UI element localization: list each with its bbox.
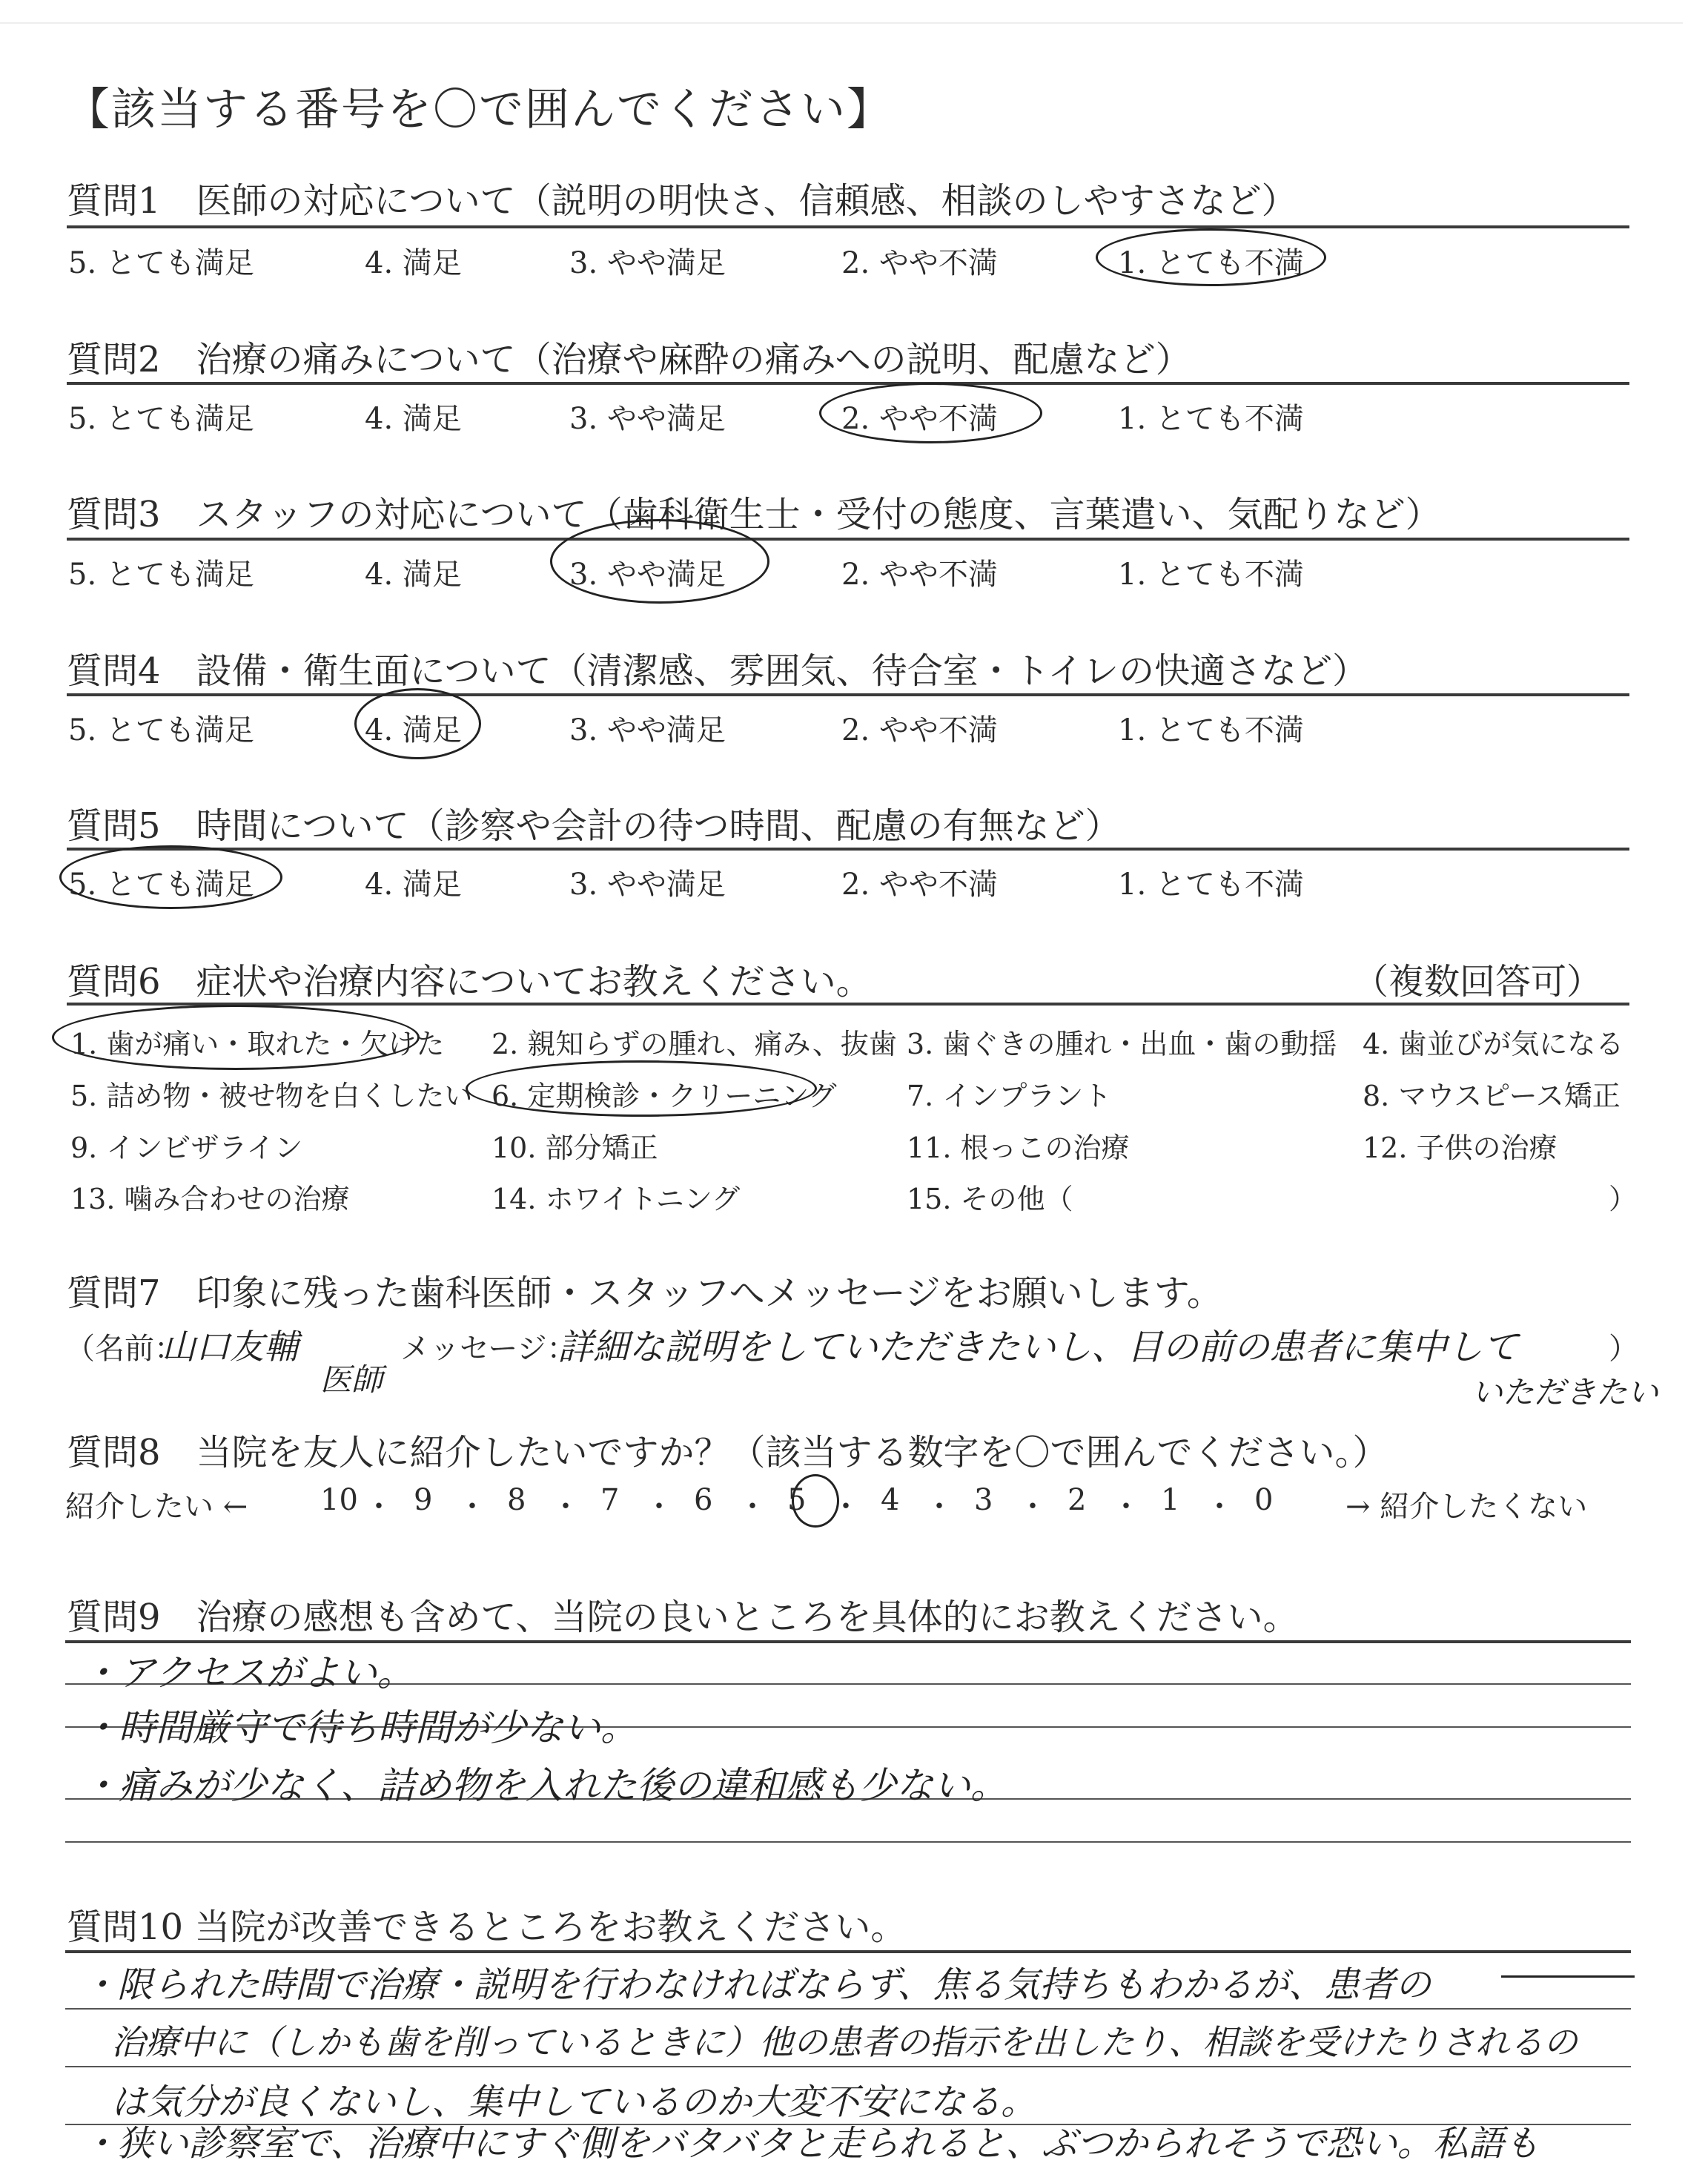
q8-number-10[interactable]: 10: [320, 1483, 358, 1517]
page-header: 【該当する番号を〇で囲んでください】: [65, 84, 893, 136]
strikethrough-mark: [1501, 1975, 1635, 1978]
q5-option-2[interactable]: 2. やや不満: [841, 868, 998, 902]
q8-left-label: 紹介したい ←: [65, 1490, 248, 1524]
write-line: [65, 2008, 1631, 2010]
q8-right-label: → 紹介したくない: [1345, 1490, 1588, 1524]
q2-option-4[interactable]: 4. 満足: [365, 402, 462, 436]
divider: [67, 382, 1629, 385]
q3-selection-circle: [550, 519, 769, 604]
q6-option-10[interactable]: 10. 部分矯正: [491, 1132, 658, 1164]
q7-name-label: （名前：: [65, 1332, 184, 1366]
q6-option-9[interactable]: 9. インビザライン: [70, 1132, 303, 1164]
q5-option-5[interactable]: 5. とても満足: [68, 868, 254, 902]
q8-number-0[interactable]: 0: [1254, 1483, 1274, 1517]
q8-separator: ・: [457, 1490, 487, 1524]
q3-option-1[interactable]: 1. とても不満: [1118, 558, 1304, 592]
q6-option-4[interactable]: 4. 歯並びが気になる: [1363, 1028, 1624, 1060]
q10-answer-line-2[interactable]: 治療中に（しかも歯を削っているときに）他の患者の指示を出したり、相談を受けたりされるの: [111, 2022, 1578, 2062]
q4-option-2[interactable]: 2. やや不満: [841, 713, 998, 747]
question-3-title: 質問3 スタッフの対応について（歯科衛生士・受付の態度、言葉遣い、気配りなど）: [67, 494, 1441, 535]
q6-option-13[interactable]: 13. 噛み合わせの治療: [70, 1183, 350, 1215]
divider: [67, 538, 1629, 541]
q6-selection-circle-1: [52, 1005, 420, 1070]
divider: [67, 693, 1629, 696]
q2-selection-circle: [819, 383, 1042, 443]
q5-selection-circle: [59, 845, 282, 909]
q1-option-1[interactable]: 1. とても不満: [1118, 246, 1304, 280]
q3-option-5[interactable]: 5. とても満足: [68, 558, 254, 592]
q8-separator: ・: [644, 1490, 674, 1524]
q7-name-suffix: 医師: [320, 1361, 383, 1398]
q5-option-4[interactable]: 4. 満足: [365, 868, 462, 902]
q8-separator: ・: [831, 1490, 861, 1524]
q7-name-value[interactable]: 山口友輔: [162, 1327, 298, 1367]
q8-number-4[interactable]: 4: [881, 1483, 900, 1517]
q4-selection-circle: [354, 688, 481, 759]
q9-answer-line-1[interactable]: ・アクセスがよい。: [82, 1651, 414, 1694]
q6-option-6[interactable]: 6. 定期検診・クリーニング: [491, 1080, 837, 1112]
q6-option-12[interactable]: 12. 子供の治療: [1363, 1132, 1558, 1164]
q9-answer-line-2[interactable]: ・時間厳守で待ち時間が少ない。: [82, 1706, 638, 1749]
q5-option-3[interactable]: 3. やや満足: [569, 868, 726, 902]
q8-number-7[interactable]: 7: [600, 1483, 620, 1517]
q2-option-3[interactable]: 3. やや満足: [569, 402, 726, 436]
q6-option-7[interactable]: 7. インプラント: [907, 1080, 1112, 1112]
q8-separator: ・: [924, 1490, 954, 1524]
divider: [67, 225, 1629, 228]
question-10-title: 質問10 当院が改善できるところをお教えください。: [67, 1906, 907, 1948]
q8-separator: ・: [551, 1490, 580, 1524]
q5-option-1[interactable]: 1. とても不満: [1118, 868, 1304, 902]
q8-number-8[interactable]: 8: [507, 1483, 526, 1517]
q7-close: ）: [1609, 1332, 1638, 1366]
q1-option-2[interactable]: 2. やや不満: [841, 246, 998, 280]
question-2-title: 質問2 治療の痛みについて（治療や麻酔の痛みへの説明、配慮など）: [67, 339, 1191, 380]
q4-option-5[interactable]: 5. とても満足: [68, 713, 254, 747]
q8-number-6[interactable]: 6: [694, 1483, 713, 1517]
q10-answer-line-4[interactable]: ・狭い診察室で、治療中にすぐ側をバタバタと走られると、ぶつかられそうで恐い。私語も: [82, 2123, 1540, 2165]
q7-message-value[interactable]: 詳細な説明をしていただきたいし、目の前の患者に集中して: [557, 1327, 1519, 1368]
q1-selection-circle: [1096, 228, 1326, 286]
q9-answer-line-3[interactable]: ・痛みが少なく、詰め物を入れた後の違和感も少ない。: [82, 1764, 1007, 1807]
divider: [65, 1950, 1631, 1953]
q6-option-2[interactable]: 2. 親知らずの腫れ、痛み、抜歯: [491, 1028, 897, 1060]
q8-separator: ・: [738, 1490, 767, 1524]
question-7-title: 質問7 印象に残った歯科医師・スタッフへメッセージをお願いします。: [67, 1272, 1222, 1314]
question-4-title: 質問4 設備・衛生面について（清潔感、雰囲気、待合室・トイレの快適さなど）: [67, 650, 1368, 692]
q6-option-3[interactable]: 3. 歯ぐきの腫れ・出血・歯の動揺: [907, 1028, 1337, 1060]
q8-separator: ・: [1111, 1490, 1141, 1524]
q3-option-2[interactable]: 2. やや不満: [841, 558, 998, 592]
scan-edge: [0, 22, 1683, 24]
q1-option-4[interactable]: 4. 満足: [365, 246, 462, 280]
q7-message-continued: いただきたい: [1472, 1374, 1659, 1410]
question-9-title: 質問9 治療の感想も含めて、当院の良いところを具体的にお教えください。: [67, 1597, 1299, 1638]
q2-option-1[interactable]: 1. とても不満: [1118, 402, 1304, 436]
write-line: [65, 2066, 1631, 2067]
q4-option-1[interactable]: 1. とても不満: [1118, 713, 1304, 747]
q6-option-15[interactable]: 15. その他（: [907, 1183, 1073, 1215]
q1-option-5[interactable]: 5. とても満足: [68, 246, 254, 280]
q2-option-5[interactable]: 5. とても満足: [68, 402, 254, 436]
question-1-title: 質問1 医師の対応について（説明の明快さ、信頼感、相談のしやすさなど）: [67, 180, 1297, 222]
write-line: [65, 1841, 1631, 1843]
q8-separator: ・: [364, 1490, 394, 1524]
q6-other-close: ）: [1609, 1183, 1638, 1215]
q8-selection-circle: [792, 1474, 839, 1528]
q8-number-9[interactable]: 9: [414, 1483, 433, 1517]
question-5-title: 質問5 時間について（診察や会計の待つ時間、配慮の有無など）: [67, 805, 1121, 847]
q7-message-label: メッセージ：: [400, 1332, 577, 1366]
q4-option-3[interactable]: 3. やや満足: [569, 713, 726, 747]
q8-separator: ・: [1205, 1490, 1234, 1524]
q8-number-3[interactable]: 3: [974, 1483, 993, 1517]
q6-selection-circle-6: [466, 1060, 817, 1117]
divider: [67, 1003, 1629, 1006]
q4-option-4[interactable]: 4. 満足: [365, 713, 462, 747]
q10-answer-line-3[interactable]: は気分が良くないし、集中しているのか大変不安になる。: [111, 2081, 1037, 2123]
q6-option-8[interactable]: 8. マウスピース矯正: [1363, 1080, 1621, 1112]
q6-note: （複数回答可）: [1353, 961, 1603, 1003]
q10-answer-line-1[interactable]: ・限られた時間で治療・説明を行わなければならず、焦る気持ちもわかるが、患者の: [82, 1964, 1431, 2006]
q8-number-5[interactable]: 5: [787, 1483, 807, 1517]
q1-option-3[interactable]: 3. やや満足: [569, 246, 726, 280]
q6-option-11[interactable]: 11. 根っこの治療: [907, 1132, 1130, 1164]
q8-number-1[interactable]: 1: [1161, 1483, 1180, 1517]
q3-option-4[interactable]: 4. 満足: [365, 558, 462, 592]
q6-option-14[interactable]: 14. ホワイトニング: [491, 1183, 741, 1215]
question-6-title: 質問6 症状や治療内容についてお教えください。: [67, 961, 872, 1003]
q2-option-2[interactable]: 2. やや不満: [841, 402, 998, 436]
q8-number-2[interactable]: 2: [1068, 1483, 1087, 1517]
q6-option-1[interactable]: 1. 歯が痛い・取れた・欠けた: [70, 1028, 445, 1060]
divider: [67, 848, 1629, 851]
q6-option-5[interactable]: 5. 詰め物・被せ物を白くしたい: [70, 1080, 473, 1112]
q8-separator: ・: [1018, 1490, 1047, 1524]
q3-option-3[interactable]: 3. やや満足: [569, 558, 726, 592]
question-8-title: 質問8 当院を友人に紹介したいですか？（該当する数字を〇で囲んでください。）: [67, 1432, 1388, 1473]
